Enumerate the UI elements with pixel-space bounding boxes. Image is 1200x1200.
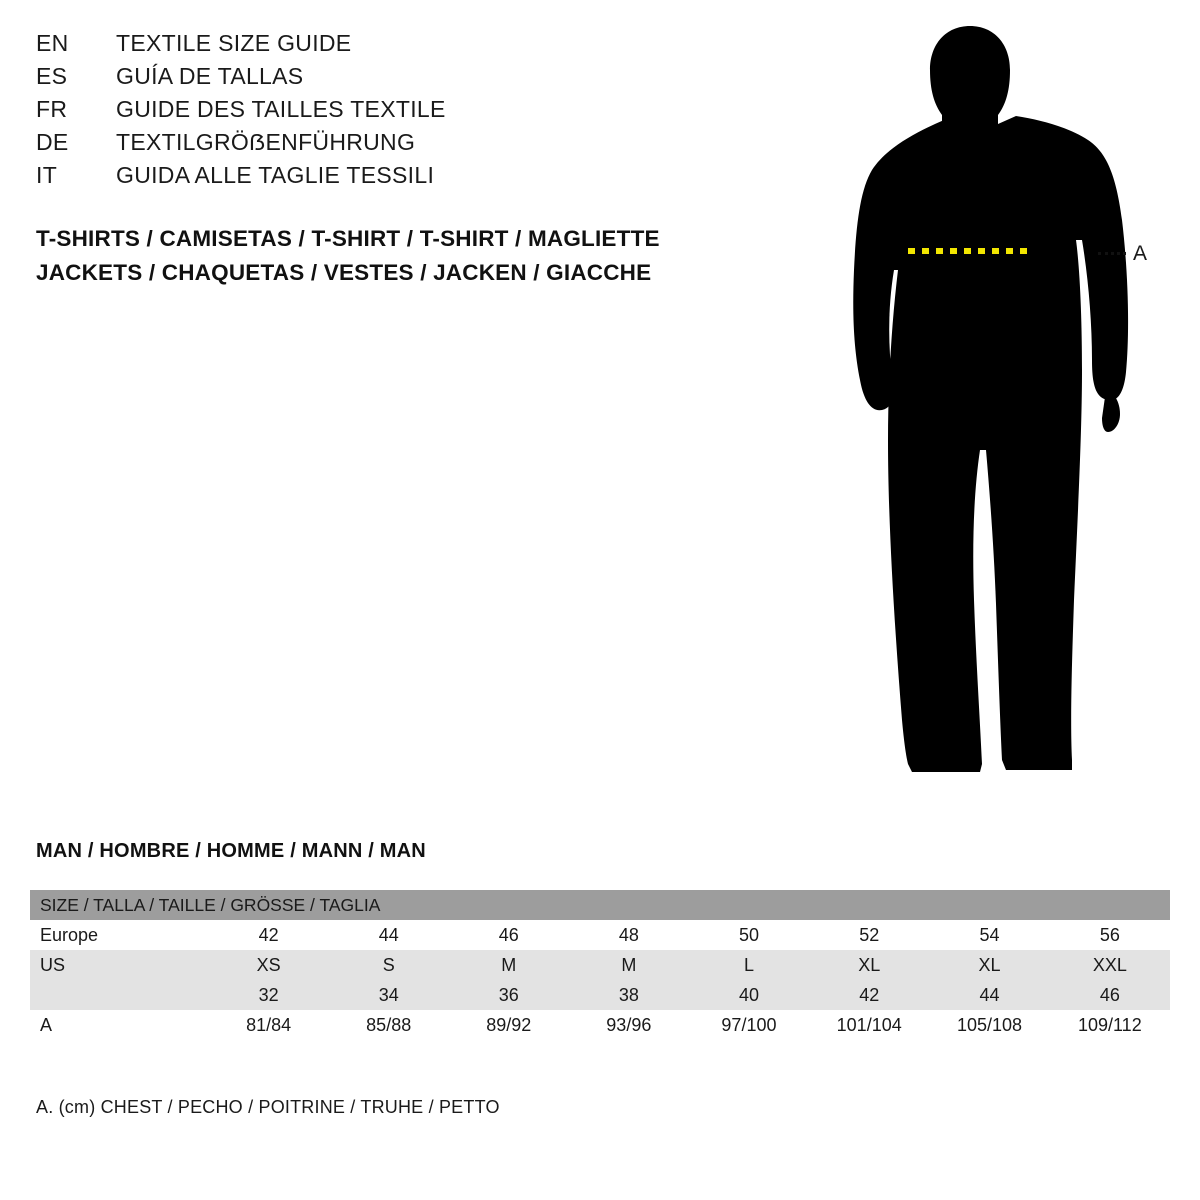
- cell: 52: [809, 920, 929, 950]
- cell: 48: [569, 920, 689, 950]
- cell: 42: [809, 980, 929, 1010]
- language-title: TEXTILGRÖẞENFÜHRUNG: [116, 129, 416, 155]
- cell: 85/88: [329, 1010, 449, 1040]
- cell: 56: [1050, 920, 1170, 950]
- cell: M: [569, 950, 689, 980]
- cell: 32: [209, 980, 329, 1010]
- cell: 93/96: [569, 1010, 689, 1040]
- table-row: [30, 1010, 1170, 1040]
- language-row-en: [36, 30, 736, 63]
- table-row: [30, 980, 1170, 1010]
- row-label: A: [30, 1010, 209, 1040]
- measure-leader-line: [1098, 252, 1126, 255]
- table-row: [30, 920, 1170, 950]
- table-row: [30, 950, 1170, 980]
- cell: M: [449, 950, 569, 980]
- language-code: EN: [36, 30, 69, 56]
- body-silhouette-figure: [820, 20, 1180, 790]
- language-title: GUÍA DE TALLAS: [116, 63, 304, 89]
- category-jackets: JACKETS / CHAQUETAS / VESTES / JACKEN / GIACCHE: [36, 260, 652, 285]
- language-title: GUIDE DES TAILLES TEXTILE: [116, 96, 446, 122]
- language-title: GUIDA ALLE TAGLIE TESSILI: [116, 162, 435, 188]
- language-title: TEXTILE SIZE GUIDE: [116, 30, 352, 56]
- cell: 44: [329, 920, 449, 950]
- language-code: IT: [36, 162, 58, 188]
- language-code: FR: [36, 96, 68, 122]
- cell: 97/100: [689, 1010, 809, 1040]
- cell: 40: [689, 980, 809, 1010]
- language-row-it: [36, 162, 736, 195]
- category-tshirts: T-SHIRTS / CAMISETAS / T-SHIRT / T-SHIRT / MAGLIETTE: [36, 226, 660, 251]
- cell: 46: [1050, 980, 1170, 1010]
- cell: 101/104: [809, 1010, 929, 1040]
- cell: 50: [689, 920, 809, 950]
- language-row-de: [36, 129, 736, 162]
- cell: XL: [809, 950, 929, 980]
- cell: 44: [929, 980, 1049, 1010]
- language-code: ES: [36, 63, 68, 89]
- size-table: [30, 890, 1170, 1040]
- garment-categories: [36, 222, 796, 290]
- cell: 46: [449, 920, 569, 950]
- cell: 89/92: [449, 1010, 569, 1040]
- language-row-fr: [36, 96, 736, 129]
- measure-label-a: A: [1133, 242, 1148, 265]
- language-row-es: [36, 63, 736, 96]
- cell: S: [329, 950, 449, 980]
- cell: XL: [929, 950, 1049, 980]
- table-header-label: SIZE / TALLA / TAILLE / GRÖSSE / TAGLIA: [30, 890, 1170, 920]
- language-code: DE: [36, 129, 69, 155]
- male-silhouette-icon: [820, 20, 1180, 790]
- row-label: Europe: [30, 920, 209, 950]
- cell: 38: [569, 980, 689, 1010]
- cell: L: [689, 950, 809, 980]
- cell: 42: [209, 920, 329, 950]
- row-label: [30, 980, 209, 1010]
- language-list: [36, 30, 736, 195]
- cell: 105/108: [929, 1010, 1049, 1040]
- table-footnote: A. (cm) CHEST / PECHO / POITRINE / TRUHE / PETTO: [36, 1097, 500, 1117]
- table-header-row: [30, 890, 1170, 920]
- cell: 54: [929, 920, 1049, 950]
- cell: 34: [329, 980, 449, 1010]
- row-label: US: [30, 950, 209, 980]
- cell: XXL: [1050, 950, 1170, 980]
- cell: XS: [209, 950, 329, 980]
- cell: 81/84: [209, 1010, 329, 1040]
- cell: 36: [449, 980, 569, 1010]
- table-group-title: MAN / HOMBRE / HOMME / MANN / MAN: [36, 840, 426, 862]
- cell: 109/112: [1050, 1010, 1170, 1040]
